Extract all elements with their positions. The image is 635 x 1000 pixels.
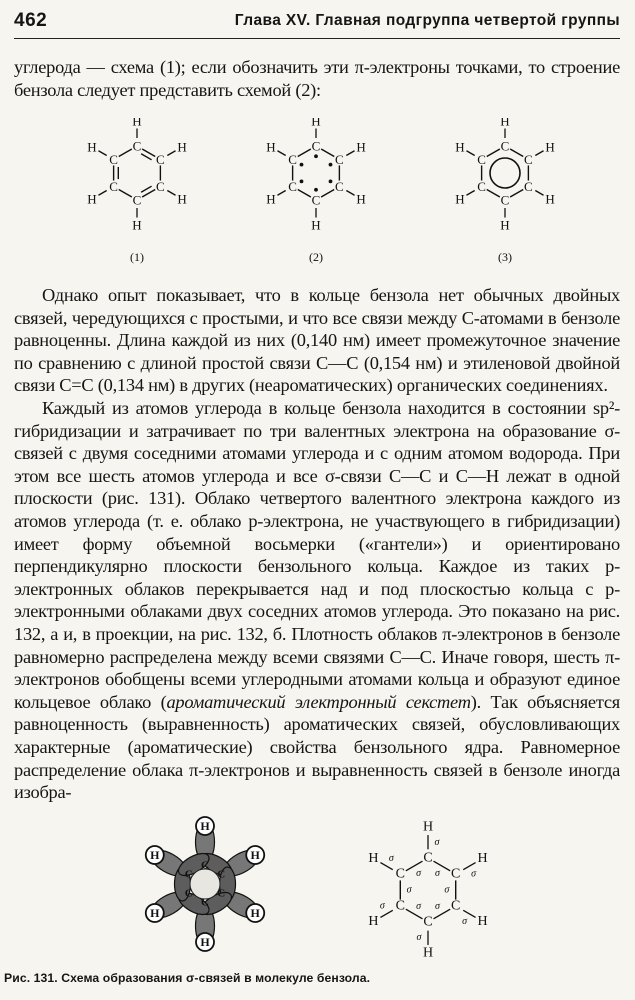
hydrogen-atom: H (477, 914, 488, 929)
figure-131 (0, 810, 635, 970)
sigma-label: σ (388, 852, 394, 864)
sigma-label: σ (416, 900, 422, 912)
bond-line (510, 189, 523, 197)
paragraph-sp2-hybridization (14, 397, 620, 804)
hydrogen-atom: H (177, 139, 187, 155)
carbon-atom: C (477, 179, 486, 194)
pi-electron-dot (300, 179, 304, 183)
hydrogen-atom: H (250, 848, 260, 862)
bond-line (487, 149, 500, 157)
carbon-atom: C (109, 179, 118, 194)
carbon-atom: C (156, 179, 165, 194)
sigma-label: σ (416, 868, 422, 880)
hydrogen-atom: H (422, 945, 434, 961)
benzene-structure-2 (266, 118, 365, 264)
structure-label: (3) (498, 250, 512, 264)
hydrogen-atom: H (500, 118, 510, 129)
sigma-label: σ (434, 900, 440, 912)
hydrogen-atom: H (311, 118, 321, 129)
page-header (14, 8, 620, 39)
pi-electron-dot (329, 179, 333, 183)
bond-line (298, 149, 311, 157)
hydrogen-atom: H (87, 139, 97, 155)
carbon-atom: C (311, 192, 321, 208)
carbon-atom: C (184, 868, 193, 881)
carbon-atom: C (311, 138, 321, 154)
carbon-atom: C (524, 152, 533, 167)
carbon-atom: C (500, 192, 510, 208)
carbon-atom: C (451, 898, 461, 914)
orbital-overlap-diagram (146, 817, 264, 951)
hydrogen-atom: H (368, 914, 379, 929)
ch-bond-line (167, 191, 175, 196)
hydrogen-atom: H (150, 906, 160, 920)
benzene-structure-3 (455, 118, 554, 264)
hydrogen-atom: H (356, 191, 366, 207)
carbon-atom: C (477, 152, 486, 167)
sigma-label: σ (416, 932, 422, 943)
ch-bond-line (535, 191, 543, 196)
carbon-atom: C (288, 179, 297, 194)
carbon-atom: C (423, 850, 433, 866)
paragraph-text-part1: Каждый из атомов углерода в кольце бензола находится в состоянии sp²-гибридизации и затрачивает по три валентных электрона на образование σ-связей с двумя соседними атомами углерода и с одним атомом водорода. При этом все шесть атомов углерода и все σ-связи С—С и С—Н лежат в одной плоскости (рис. 131). Облако четвертого валентного электрона каждого из атомов углерода (т. е. облако p-электрона, не участвующего в гибридизации) имеет форму объемной восьмерки («гантели») и ориентировано перпендикулярно плоскости бензольного кольца. Каждое из таких p-электронных облаков перекрывается над и под плоскостью кольца с p-электронными облаками двух соседних атомов углерода. Это показано на рис. 132, а и, в проекции, на рис. 132, б. Плотность облаков π-электронов в бензоле равномерно распределена между всеми связями С—С. Иначе говоря, шесть π-электронов обобщены всеми углеродными атомами кольца и образуют единое кольцевое облако ( (14, 398, 620, 712)
ch-bond-line (466, 151, 474, 156)
hydrogen-atom: H (455, 191, 465, 207)
bond-line (298, 189, 311, 197)
structure-label: (1) (130, 250, 144, 264)
page-number: 462 (14, 10, 48, 31)
bond-line (119, 189, 132, 197)
bond-line (510, 149, 523, 157)
hydrogen-atom: H (132, 118, 142, 129)
intro-text: углерода — схема (1); если обозначить эти π-электроны точками, то строение бензола следует представить схемой (2): (14, 57, 620, 100)
carbon-atom: C (184, 887, 193, 900)
ring-center (190, 869, 220, 899)
hydrogen-atom: H (266, 191, 276, 207)
hydrogen-atom: H (368, 851, 379, 866)
chapter-title: Глава XV. Главная подгруппа четвертой группы (234, 12, 620, 29)
bond-line (487, 189, 500, 197)
bond-line (321, 149, 334, 157)
hydrogen-atom: H (311, 217, 321, 233)
sigma-label: σ (444, 884, 450, 896)
hydrogen-atom: H (422, 819, 434, 835)
sigma-label: σ (434, 837, 440, 848)
ch-bond-line (167, 151, 175, 156)
bond-line (119, 149, 132, 157)
pi-electron-dot (314, 188, 318, 192)
carbon-atom: C (423, 914, 433, 930)
double-bond-line (141, 186, 151, 192)
carbon-atom: C (201, 859, 209, 872)
ch-bond-line (98, 191, 106, 196)
aromatic-sextet-term: ароматический электронный секстет (166, 691, 471, 712)
ch-bond-line (277, 151, 285, 156)
carbon-atom: C (451, 866, 461, 882)
carbon-atom: C (395, 898, 405, 914)
hydrogen-atom: H (150, 848, 160, 862)
carbon-atom: C (132, 138, 142, 154)
carbon-atom: C (288, 152, 297, 167)
carbon-atom: C (156, 152, 165, 167)
carbon-atom: C (395, 866, 405, 882)
carbon-atom: C (524, 179, 533, 194)
ch-bond-line (466, 191, 474, 196)
sigma-label: σ (471, 868, 477, 880)
hydrogen-atom: H (200, 935, 210, 949)
benzene-structure-1 (87, 118, 186, 264)
double-bond-line (141, 154, 151, 160)
carbon-atom: C (201, 896, 209, 909)
hydrogen-atom: H (545, 191, 555, 207)
sigma-label: σ (434, 868, 440, 880)
paragraph-text-part2: ). Так объясняется равноценность (выравненность) ароматических связей, обусловливающих характерные (ароматические) свойства бензольного ядра. Равномерное распределение облака π-электронов и выравненность связей в бензоле иногда изобра- (14, 691, 620, 803)
pi-electron-dot (300, 163, 304, 167)
sigma-label: σ (379, 900, 385, 912)
carbon-atom: C (109, 152, 118, 167)
benzene-structures (0, 118, 635, 288)
hydrogen-atom: H (132, 217, 142, 233)
bond-line (321, 189, 334, 197)
hydrogen-atom: H (356, 139, 366, 155)
aromatic-circle (490, 158, 520, 188)
figure-caption: Рис. 131. Схема образования σ-связей в молекуле бензола. (4, 971, 371, 985)
carbon-atom: C (335, 179, 344, 194)
hydrogen-atom: H (87, 191, 97, 207)
carbon-atom: C (500, 138, 510, 154)
sigma-bond-skeleton (368, 820, 487, 961)
hydrogen-atom: H (200, 819, 210, 833)
ch-bond-line (535, 151, 543, 156)
carbon-atom: C (335, 152, 344, 167)
pi-electron-dot (329, 163, 333, 167)
hydrogen-atom: H (250, 906, 260, 920)
ch-bond-line (346, 151, 354, 156)
ch-bond-line (346, 191, 354, 196)
carbon-atom: C (217, 868, 226, 881)
ch-bond-line (98, 151, 106, 156)
hydrogen-atom: H (177, 191, 187, 207)
pi-electron-dot (314, 154, 318, 158)
hydrogen-atom: H (455, 139, 465, 155)
sigma-label: σ (406, 884, 412, 896)
carbon-atom: C (132, 192, 142, 208)
sigma-label: σ (462, 916, 468, 928)
paragraph-bond-equivalence: Однако опыт показывает, что в кольце бензола нет обычных двойных связей, чередующихся с простыми, и что все связи между С-атомами в бензоле равноценны. Длина каждой из них (0,140 нм) имеет промежуточное значение по сравнению с длиной простой связи С—С (0,154 нм) и этиленовой двойной связи С=С (0,134 нм) в других (неароматических) органических соединениях. (14, 285, 620, 396)
hydrogen-atom: H (500, 217, 510, 233)
hydrogen-atom: H (545, 139, 555, 155)
ch-bond-line (277, 191, 285, 196)
hydrogen-atom: H (477, 851, 488, 866)
structure-label: (2) (309, 250, 323, 264)
carbon-atom: C (217, 887, 226, 900)
hydrogen-atom: H (266, 139, 276, 155)
